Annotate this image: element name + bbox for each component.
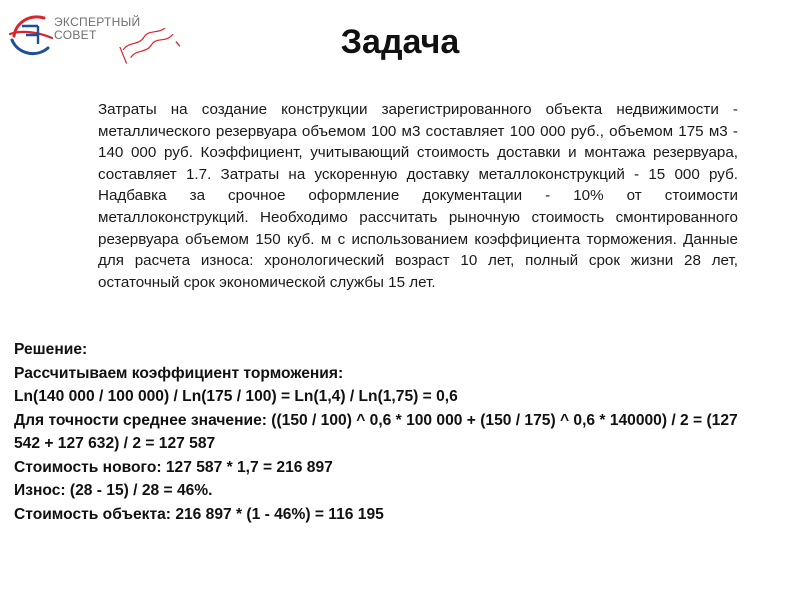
problem-statement: Затраты на создание конструкции зарегистрированного объекта недвижимости - металлического резервуара объемом 100 м3 составляет 100 000 руб., объемом 175 м3 - 140 000 руб. Коэффициент, учитывающий стоимость доставки и монтажа резервуара, составляет 1.7. Затраты на ускоренную доставку металлоконструкций - 15 000 руб. Надбавка за срочное оформление документации - 10% от стоимости металлоконструкций. Необходимо рассчитать рыночную стоимость смонтированного резервуара объемом 150 куб. м с использованием коэффициента торможения. Данные для расчета износа: хронологический возраст 10 лет, полный срок жизни 28 лет, остаточный срок экономической службы 15 лет. [98,101,738,291]
solution-heading: Решение: [14,341,88,358]
solution-line: Для точности среднее значение: ((150 / 100) ^ 0,6 * 100 000 + (150 / 175) ^ 0,6 * 140000) / 2 = (127 542 + 127 632) / 2 = 127 587 [14,411,738,452]
logo-line-2: СОВЕТ [54,28,97,42]
solution-block [14,338,754,526]
solution-line: Стоимость нового: 127 587 * 1,7 = 216 897 [14,458,333,476]
solution-line: Стоимость объекта: 216 897 * (1 - 46%) = 116 195 [14,505,384,523]
solution-line: Износ: (28 - 15) / 28 = 46%. [14,482,213,499]
solution-line: Ln(140 000 / 100 000) / Ln(175 / 100) = Ln(1,4) / Ln(1,75) = 0,6 [14,388,458,405]
page-title: Задача [340,23,460,61]
solution-line: Рассчитываем коэффициент торможения: [14,364,344,382]
logo-line-1: ЭКСПЕРТНЫЙ [54,15,141,29]
